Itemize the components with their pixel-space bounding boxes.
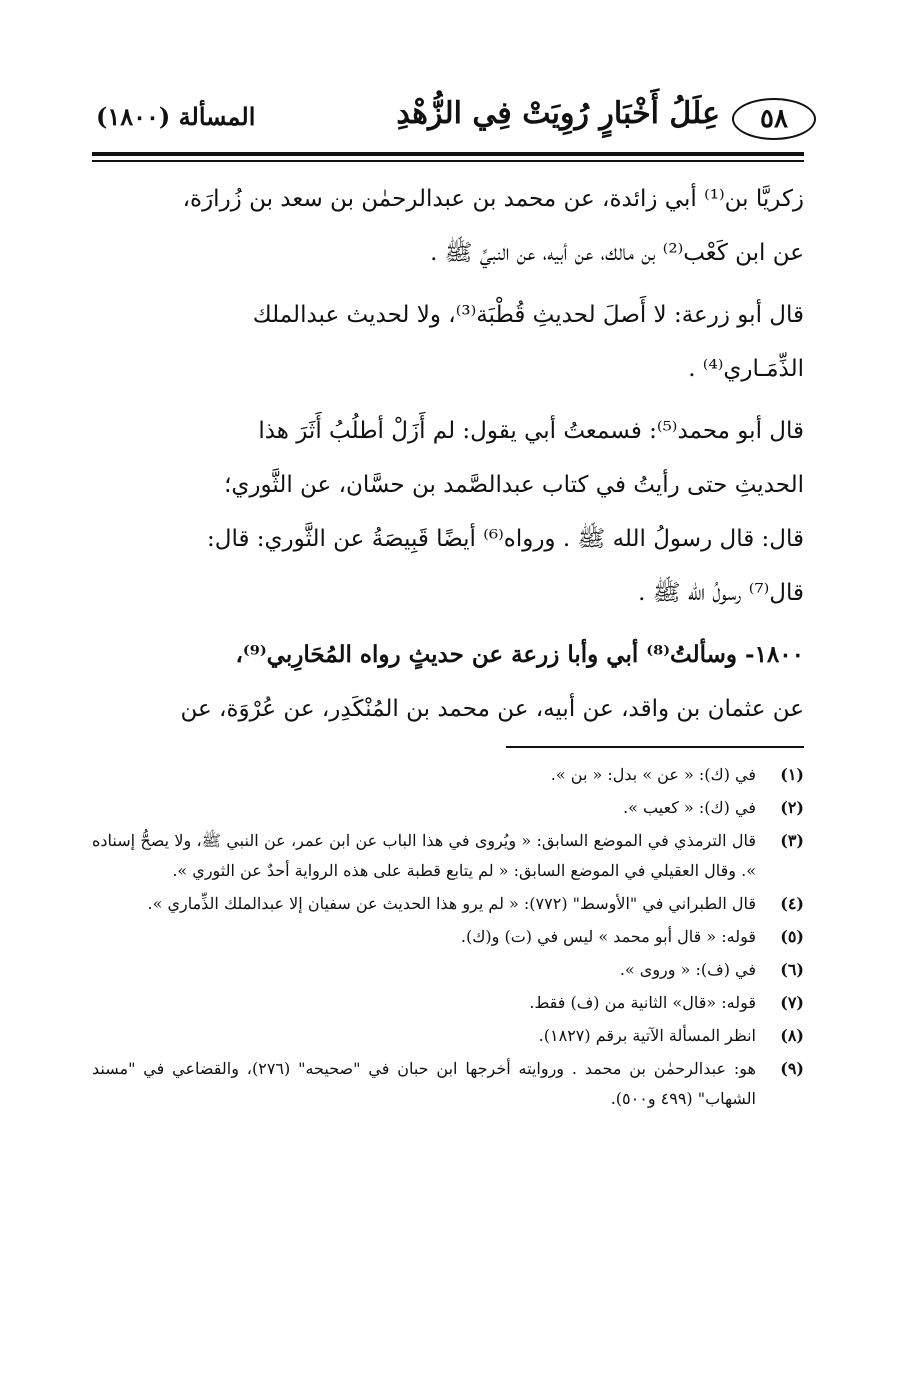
text-line: الذِّمَـاري⁽⁴⁾ .	[688, 356, 804, 382]
footnote-item	[92, 760, 804, 790]
footnote-text: قوله: « قال أبو محمد » ليس في (ت) و(ك).	[460, 927, 756, 946]
footnote-item	[92, 793, 804, 823]
footnote-number: (٦)	[780, 960, 804, 979]
footnotes	[92, 760, 804, 1117]
footnote-item	[92, 826, 804, 886]
footnote-number: (٣)	[780, 831, 804, 850]
page-number: ٥٨	[732, 98, 816, 140]
text-line: زكريَّا بن⁽¹⁾ أبي زائدة، عن محمد بن عبدالرحمٰن بن سعد بن زُرارَة،	[182, 186, 804, 212]
page-header	[92, 92, 816, 150]
footnote-text: هو: عبدالرحمٰن بن محمد . وروايته أخرجها ابن حبان في "صحيحه" (٢٧٦)، والقضاعي في "مسند الشهاب" (٤٩٩ و٥٠٠).	[92, 1059, 756, 1108]
text-line: الحديثِ حتى رأيتُ في كتاب عبدالصَّمد بن حسَّان، عن الثَّوري؛	[224, 472, 804, 498]
footnote-item	[92, 889, 804, 919]
footnote-item	[92, 1021, 804, 1051]
footnote-number: (١)	[780, 765, 804, 784]
footnote-item	[92, 1054, 804, 1114]
footnote-item	[92, 988, 804, 1018]
footnote-number: (٤)	[780, 894, 804, 913]
text-line: قال أبو محمد⁽⁵⁾: فسمعتُ أبي يقول: لم أَزَلْ أطلُبُ أَثَرَ هذا	[258, 418, 804, 444]
text-line: عن ابن كَعْب⁽²⁾ بن مالك، عن أبيه، عن النبيِّ ﷺ .	[430, 240, 804, 266]
footnote-number: (٥)	[780, 927, 804, 946]
footnote-number: (٧)	[780, 993, 804, 1012]
footnote-text: في (ف): « وروى ».	[619, 960, 756, 979]
text-line: قال أبو زرعة: لا أَصلَ لحديثِ قُطْبَة⁽³⁾، ولا لحديث عبدالملك	[252, 302, 804, 328]
book-title: عِلَلُ أَخْبَارٍ رُوِيَتْ فِي الزُّهْدِ	[396, 96, 720, 131]
footnote-text: في (ك): « عن » بدل: « بن ».	[550, 765, 756, 784]
footnote-text: قال الترمذي في الموضع السابق: « ويُروى في هذا الباب عن ابن عمر، عن النبي ﷺ، ولا يصحُّ إسناده ». وقال العقيلي في الموضع السابق: « لم يتابع قطبة على هذه الرواية أحدٌ عن الثوري ».	[92, 831, 756, 880]
footnote-text: انظر المسألة الآتية برقم (١٨٢٧).	[538, 1026, 756, 1045]
text-line: عن عثمان بن واقد، عن أبيه، عن محمد بن المُنْكَدِر، عن عُرْوَة، عن	[180, 696, 804, 722]
footnote-text: في (ك): « كعيب ».	[623, 798, 756, 817]
footnote-item	[92, 922, 804, 952]
main-text	[92, 172, 804, 736]
issue-label: المسألة (١٨٠٠)	[96, 102, 256, 131]
footnote-text: قوله: «قال» الثانية من (ف) فقط.	[529, 993, 756, 1012]
text-line: ١٨٠٠- وسألتُ⁽⁸⁾ أبي وأبا زرعة عن حديثٍ رواه المُحَارِبي⁽⁹⁾،	[235, 641, 804, 668]
footnote-number: (٩)	[780, 1059, 804, 1078]
footnote-number: (٢)	[780, 798, 804, 817]
text-line: قال: قال رسولُ الله ﷺ . ورواه⁽⁶⁾ أيضًا قَبِيصَةُ عن الثَّوري: قال:	[207, 526, 804, 552]
header-rule-thin	[92, 160, 804, 162]
footnote-item	[92, 955, 804, 985]
footnote-text: قال الطبراني في "الأوسط" (٧٧٢): « لم يرو هذا الحديث عن سفيان إلا عبدالملك الذِّماري ».	[147, 894, 756, 913]
footnote-separator	[506, 746, 804, 748]
header-rule-thick	[92, 152, 804, 156]
text-line: قال⁽⁷⁾ رسولُ الله ﷺ .	[638, 580, 804, 606]
footnote-number: (٨)	[780, 1026, 804, 1045]
